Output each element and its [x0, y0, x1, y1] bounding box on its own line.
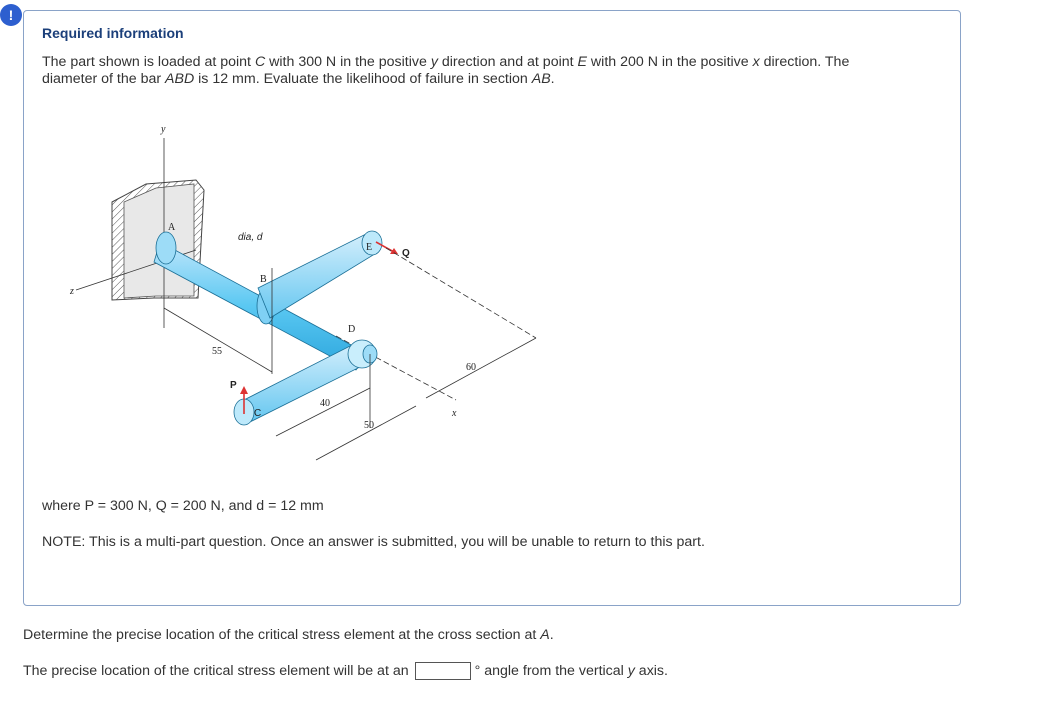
- axis-x: x: [752, 54, 760, 70]
- label-e: E: [366, 242, 373, 253]
- answer-axis: y: [627, 663, 635, 679]
- axis-y: y: [430, 54, 438, 70]
- answer-line: [23, 662, 668, 680]
- label-p: P: [230, 380, 237, 391]
- point-e: E: [577, 54, 587, 70]
- label-60: 60: [466, 362, 476, 373]
- problem-text-4: with 200 N in the positive: [586, 54, 753, 70]
- label-y: y: [161, 124, 166, 135]
- label-50: 50: [364, 420, 374, 431]
- alert-icon: [0, 4, 22, 26]
- label-a: A: [168, 222, 176, 233]
- problem-text-6: is 12 mm. Evaluate the likelihood of failure in section: [194, 71, 532, 87]
- question-text-2: .: [549, 627, 554, 643]
- problem-text-5: direction. The diameter of the bar: [42, 54, 850, 87]
- problem-text-3: direction and at point: [437, 54, 578, 70]
- question-point: A: [540, 627, 550, 643]
- problem-statement: [42, 54, 872, 88]
- problem-text-7: .: [550, 71, 555, 87]
- answer-suffix: angle from the vertical: [480, 663, 628, 679]
- label-d: D: [348, 324, 356, 335]
- force-p-head: [240, 386, 248, 394]
- answer-suffix-end: axis.: [634, 663, 668, 679]
- problem-text-1: The part shown is loaded at point: [42, 54, 255, 70]
- label-q: Q: [402, 248, 410, 259]
- arm-be: [258, 231, 382, 318]
- label-dia: dia, d: [238, 232, 263, 243]
- problem-text-2: with 300 N in the positive: [265, 54, 431, 70]
- where-line: where P = 300 N, Q = 200 N, and d = 12 mm: [42, 498, 324, 514]
- label-b: B: [260, 274, 267, 285]
- bar-abd: ABD: [165, 71, 195, 87]
- label-z: z: [70, 286, 74, 297]
- info-heading: Required information: [42, 25, 184, 41]
- point-c: C: [254, 54, 266, 70]
- alert-symbol: !: [8, 7, 14, 23]
- question-text-1: Determine the precise location of the critical stress element at the cross section at: [23, 627, 541, 643]
- label-x: x: [452, 408, 457, 419]
- note-line: NOTE: This is a multi-part question. Once an answer is submitted, you will be unable to return to this part.: [42, 534, 705, 550]
- answer-prefix: The precise location of the critical stress element will be at an: [23, 663, 409, 679]
- shaft-figure: [36, 118, 596, 478]
- label-55: 55: [212, 346, 222, 357]
- label-c: C: [254, 408, 262, 419]
- section-ab: AB: [531, 71, 551, 87]
- question-prompt: [23, 627, 554, 643]
- degree-symbol: °: [474, 663, 481, 679]
- angle-answer-input[interactable]: [415, 662, 471, 680]
- label-40: 40: [320, 398, 330, 409]
